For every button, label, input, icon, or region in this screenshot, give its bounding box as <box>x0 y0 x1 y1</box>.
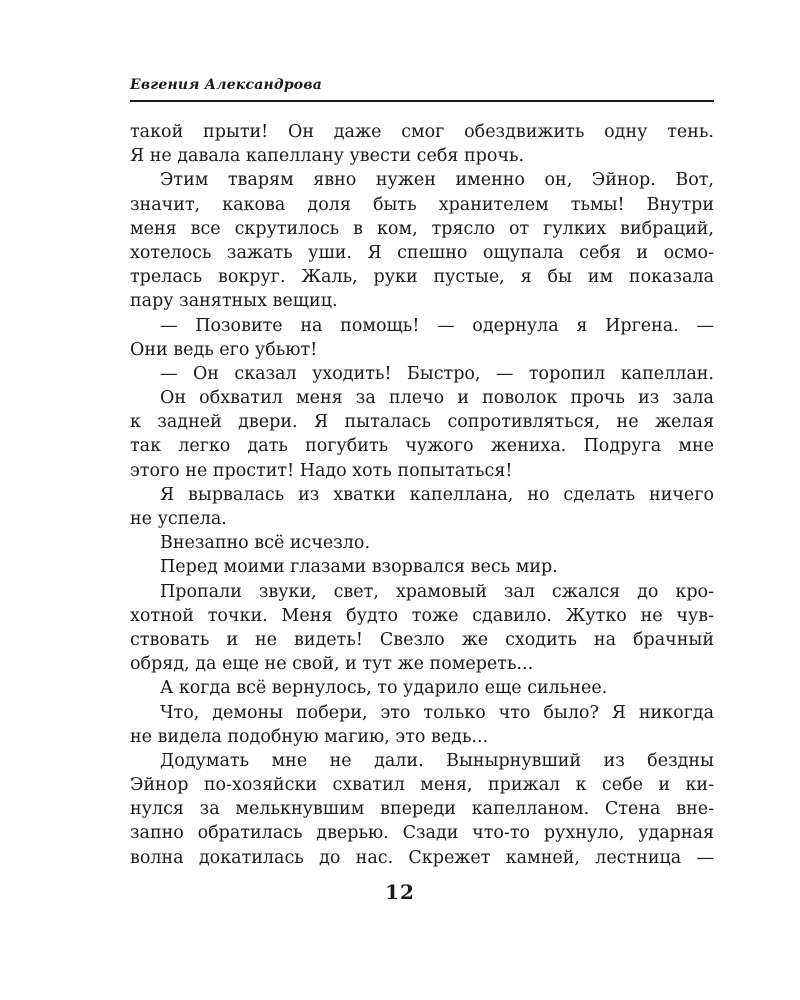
text-line: Он обхватил меня за плечо и поволок прочь из зала <box>160 388 714 409</box>
text-line: Они ведь его убьют! <box>130 339 318 360</box>
text-line: Я вырвалась из хватки капеллана, но сделать ничего <box>160 484 714 505</box>
text-line: Этим тварям явно нужен именно он, Эйнор. Вот, <box>160 170 714 191</box>
text-line: — Позовите на помощь! — одернула я Иргена. — <box>160 315 714 336</box>
text-line: этого не простит! Надо хоть попытаться! <box>130 460 513 481</box>
text-line: А когда всё вернулось, то ударило еще сильнее. <box>160 678 608 699</box>
running-head-author: Евгения Александрова <box>130 77 323 93</box>
body-text <box>130 120 714 870</box>
text-line: волна докатилась до нас. Скрежет камней, лестница — <box>130 847 714 868</box>
text-line: — Он сказал уходить! Быстро, — торопил капеллан. <box>160 363 714 384</box>
text-line: Перед моими глазами взорвался весь мир. <box>160 557 558 578</box>
text-line: не видела подобную магию, это ведь... <box>130 726 489 747</box>
text-line: хотной точки. Меня будто тоже сдавило. Жутко не чув- <box>130 605 714 626</box>
text-line: меня все скрутилось в ком, трясло от гулких вибраций, <box>130 218 714 239</box>
text-line: Додумать мне не дали. Вынырнувший из бездны <box>160 750 714 771</box>
text-line: Я не давала капеллану увести себя прочь. <box>130 146 525 167</box>
text-line: Пропали звуки, свет, храмовый зал сжался до кро- <box>160 581 714 602</box>
text-line: так легко дать погубить чужого жениха. Подруга мне <box>130 436 714 457</box>
text-line: трелась вокруг. Жаль, руки пустые, я бы им показала <box>130 267 714 288</box>
text-line: пару занятных вещиц. <box>130 291 338 312</box>
text-line: не успела. <box>130 509 227 529</box>
text-line: Эйнор по-хозяйски схватил меня, прижал к себе и ки- <box>130 775 714 796</box>
text-line: к задней двери. Я пыталась сопротивляться, не желая <box>130 412 714 433</box>
text-line: нулся за мелькнувшим впереди капелланом. Стена вне- <box>130 799 714 820</box>
page-number: 12 <box>385 880 415 904</box>
text-line: Внезапно всё исчезло. <box>160 533 371 554</box>
text-line: такой прыти! Он даже смог обездвижить одну тень. <box>130 122 714 142</box>
text-line: Что, демоны побери, это только что было? Я никогда <box>160 702 714 723</box>
text-line: обряд, да еще не свой, и тут же помереть... <box>130 654 534 675</box>
text-line: запно обратилась дверью. Сзади что-то рухнуло, ударная <box>130 823 714 844</box>
text-line: ствовать и не видеть! Свезло же сходить на брачный <box>130 629 714 650</box>
header-rule <box>130 100 714 102</box>
text-line: значит, какова доля быть хранителем тьмы! Внутри <box>130 194 714 215</box>
text-line: хотелось зажать уши. Я спешно ощупала себя и осмо- <box>130 242 714 263</box>
